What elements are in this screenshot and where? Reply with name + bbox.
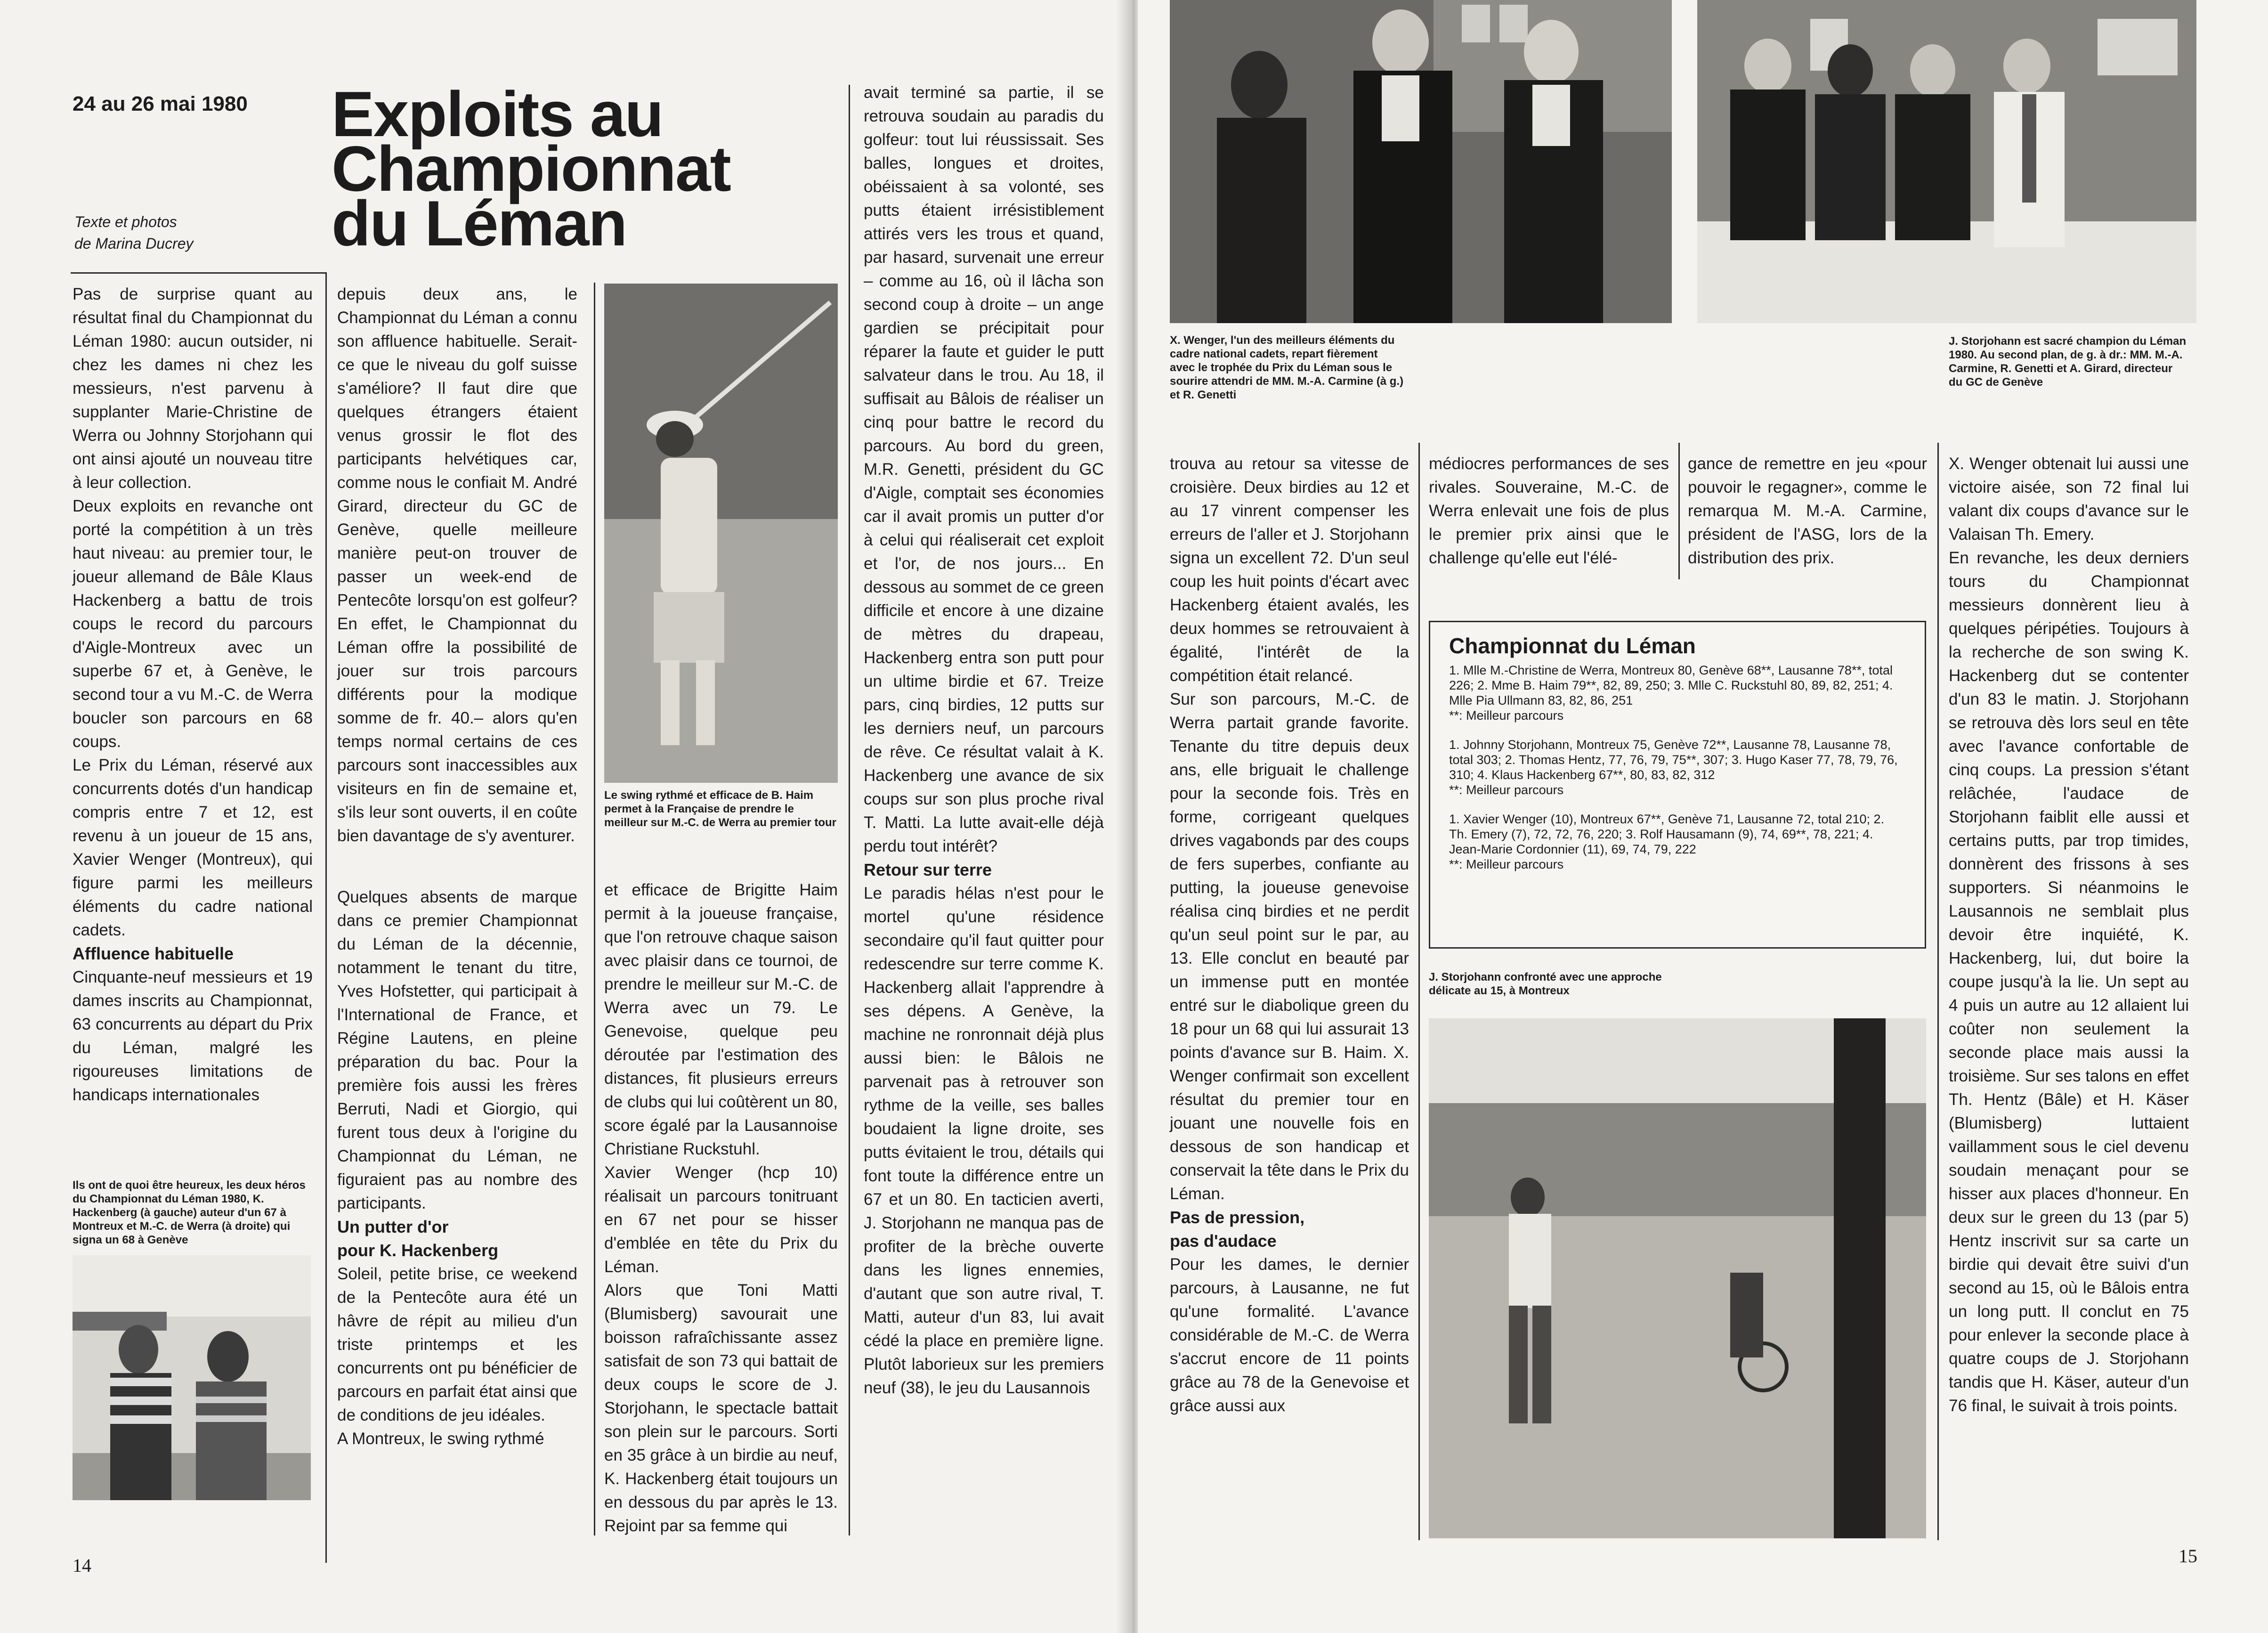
right-column-1: trouva au retour sa vitesse de croisière. Deux birdies au 12 et au 17 vinrent compenser les erreurs de l'aller et J. Storjohann signa un excellent 72. D'un seul coup les huit points d'écart avec Hackenberg étaient avalés, les deux hommes se retrouvaient à égalité, l'intérêt de la compétition était relancé. Sur son parcours, M.-C. de Werra partait grande favorite. Tenante du titre depuis deux ans, elle briguait le challenge pour la seconde fois. Très en forme, corrigeant quelques drives vagabonds par des coups de fers superbes, confiante au putting, la joueuse genevoise réalisa cinq birdies et ne perdit qu'un seul point sur le par, au 13. Elle conclut en beauté par un immense putt en montée entré sur le diabolique green du 18 pour un 68 qui lui assurait 13 points d'avance sur B. Haim. X. Wenger confirmait son excellent résultat du premier tour en jouant une nouvelle fois en dessous de son handicap et conservait la tête dans le Prix du Léman. Pas de pression, pas d'audace Pour les dames, le dernier parcours, à Lausanne, ne fut qu'une formalité. L'avance considérable de M.-C. de Werra s'accrut encore de 11 points grâce au 78 de la Genevoise et grâce aussi aux <box>1170 455 1409 1415</box>
article-date: 24 au 26 mai 1980 <box>73 92 248 115</box>
title-line-2: Championnat <box>332 133 730 204</box>
photo-wenger-trophy <box>1170 0 1672 323</box>
caption-champion: J. Storjohann est sacré champion du Léman 1980. Au second plan, de g. à dr.: MM. M.-A. Carmine, R. Genetti et A. Girard, directeur du GC de Genève <box>1949 335 2187 389</box>
left-column-4: avait terminé sa partie, il se retrouva soudain au paradis du golfeur: tout lui réussissait. Ses balles, longues et droites, obéissaient à sa volonté, ses putts étaient irrésistiblement attirés vers les trous et quand, par hasard, survenait une erreur – comme au 16, où il lâcha son second coup à droite – un ange gardien se précipitait pour réparer la faute et guider le putt salvateur dans le trou. Au 18, il suffisait au Bâlois de réaliser un cinq pour battre le record du parcours. Au bord du green, M.R. Genetti, président du GC d'Aigle, comptait ses économies car il avait promis un putter d'or à celui qui réaliserait cet exploit et l'or, de nos jours... En dessous au sommet de ce green difficile et encore à une dizaine de mètres du drapeau, Hackenberg entra son putt pour un ultime birdie et 67. Treize pars, cinq birdies, 12 putts sur les derniers neuf, un parcours de rêve. Ce résultat valait à K. Hackenberg une avance de six coups sur son plus proche rival T. Matti. La lutte avait-elle déjà perdu tout intérêt? Retour sur terre Le paradis hélas n'est pour le mortel qu'une résidence secondaire qu'il faut quitter pour redescendre sur terre comme K. Hackenberg allait l'apprendre à ses dépens. A Genève, la machine ne ronronnait déjà plus aussi bien: le Bâlois ne parvenait pas à retrouver son rythme de la veille, ses balles boudaient la ligne droite, ses putts évitaient le trou, détails qui font toute la différence entre un 67 et un 80. En tacticien averti, J. Storjohann ne manqua pas de profiter de la brèche ouverte dans les lignes ennemies, d'autant que son autre rival, T. Matti, auteur d'un 83, lui avait cédé la place en première ligne. Plutôt laborieux sur les premiers neuf (38), le jeu du Lausannois <box>864 83 1104 1397</box>
photo-approach <box>1429 1018 1926 1538</box>
results-title: Championnat du Léman <box>1449 634 1696 658</box>
left-column-2-lower: Quelques absents de marque dans ce premier Championnat du Léman de la décennie, notamment le tenant du titre, Yves Hofstetter, qui participait à l'International de France, et Régine Lautens, en pleine préparation du bac. Pour la première fois aussi les frères Berruti, Nadi et Giorgio, qui furent tous deux à l'origine du Championnat du Léman, ne figuraient pas au nombre des participants. Un putter d'or pour K. Hackenberg Soleil, petite brise, ce weekend de la Pentecôte aura été un hâvre de répit au milieu d'un triste printemps et les concurrents ont pu bénéficier de parcours en parfait état ainsi que de conditions de jeu idéales. A Montreux, le swing rythmé <box>337 888 577 1448</box>
page-number-right: 15 <box>2179 1545 2197 1567</box>
left-column-3: et efficace de Brigitte Haim permit à la joueuse française, que l'on retrouve chaque saison avec plaisir dans ce tournoi, de prendre le meilleur sur M.-C. de Werra avec un 79. Le Genevoise, quelque peu déroutée par l'estimation des distances, fit plusieurs erreurs de clubs qui lui coûtèrent un 80, score égalé par la Lausannoise Christiane Ruckstuhl. Xavier Wenger (hcp 10) réalisait un parcours tonitruant en 67 net pour se hisser d'emblée en tête du Prix du Léman. Alors que Toni Matti (Blumisberg) savourait une boisson rafraîchissante assez satisfait de son 73 qui battait de deux coups le score de J. Storjohann, le spectacle battait son plein sur le parcours. Sorti en 35 grâce à un birdie au neuf, K. Hackenberg était toujours un en dessous du par après le 13. Rejoint par sa femme qui <box>604 881 838 1535</box>
caption-approach: J. Storjohann confronté avec une approche délicate au 15, à Montreux <box>1429 971 1662 997</box>
photo-champion <box>1697 0 2196 323</box>
column-rule-3 <box>849 85 850 1536</box>
left-column-2 <box>337 283 577 848</box>
subheading-retour: Retour sur terre <box>864 860 992 879</box>
results-box: Championnat du Léman 1. Mlle M.-Christine de Werra, Montreux 80, Genève 68**, Lausanne 78**, total 226; 2. Mme B. Haim 79**, 82, 89, 250; 3. Mlle C. Ruckstuhl 80, 89, 82, 251; 4. Mlle Pia Ullmann 83, 82, 86, 251 **: Meilleur parcours 1. Johnny Storjohann, Montreux 75, Genève 72**, Lausanne 78, Lausanne 78, total 303; 2. Thomas Hentz, 77, 76, 79, 75**, 307; 3. Hugo Kaser 77, 78, 79, 76, 310; 4. Klaus Hackenberg 67**, 80, 83, 82, 312 **: Meilleur parcours 1. Xavier Wenger (10), Montreux 67**, Genève 71, Lausanne 72, total 210; 2. Th. Emery (7), 72, 72, 76, 220; 3. Rolf Hausamann (9), 74, 69**, 78, 221; 4. Jean-Marie Cordonnier (11), 69, 74, 79, 222 **: Meilleur parcours <box>1429 621 1926 949</box>
column-rule-2 <box>594 283 595 1536</box>
right-column-4: X. Wenger obtenait lui aussi une victoire aisée, son 72 final lui valant dix coups d'avance sur le Valaisan Th. Emery. En revanche, les deux derniers tours du Championnat messieurs donnèrent lieu à quelques péripéties. Toujours à la recherche de son swing K. Hackenberg dut se contenter d'un 83 le matin. J. Storjohann se retrouva dès lors seul en tête avec l'avance confortable de cinq coups. La pression s'étant relâchée, l'audace de Storjohann faiblit elle aussi et certains putts, par trop timides, donnèrent des frissons à ses supporters. Si néanmoins le Lausannois ne semblait plus devoir être inquiété, K. Hackenberg, lui, dut boire la coupe jusqu'à la lie. Un sept au 4 puis un autre au 12 allaient lui coûter non seulement la seconde place mais aussi la troisième. Sur ses talons en effet Th. Hentz (Bâle) et H. Käser (Blumisberg) luttaient vaillamment sous le ciel devenu soudain menaçant pour se hisser aux places d'honneur. En deux sur le green du 13 (par 5) Hentz inscrivit sur sa carte un birdie qui devait être suivi d'un second au 15, où le Bâlois entra un long putt. Il conclut en 75 pour enlever la seconde place à quatre coups de J. Storjohann tandis que H. Käser, auteur d'un 76 final, le suivait à trois points. <box>1949 455 2189 1415</box>
column-rule <box>325 272 327 1563</box>
right-column-3-top: gance de remettre en jeu «pour pouvoir le regagner», comme le remarqua M. M.-A. Carmine, président de l'ASG, lors de la distribution des prix. <box>1688 455 1927 567</box>
column-rule-top <box>71 272 326 274</box>
left-page <box>0 0 1130 1633</box>
caption-swing: Le swing rythmé et efficace de B. Haim permet à la Française de prendre le meilleur sur M.-C. de Werra au premier tour <box>604 789 837 829</box>
right-column-rule-2 <box>1678 443 1680 579</box>
caption-couple: Ils ont de quoi être heureux, les deux héros du Championnat du Léman 1980, K. Hackenberg (à gauche) auteur d'un 67 à Montreux et M.-C. de Werra (à droite) qui signa un 68 à Genève <box>73 1179 306 1246</box>
article-title <box>332 78 730 259</box>
page-number-left: 14 <box>73 1555 91 1576</box>
title-line-3: du Léman <box>332 187 627 259</box>
results-messieurs: 1. Johnny Storjohann, Montreux 75, Genève 72**, Lausanne 78, Lausanne 78, total 303; 2. Thomas Hentz, 77, 76, 79, 75**, 307; 3. Hugo Kaser 77, 78, 79, 76, 310; 4. Klaus Hackenberg 67**, 80, 83, 82, 312 <box>1449 738 1898 782</box>
right-column-2-top: médiocres performances de ses rivales. Souveraine, M.-C. de Werra enlevait une fois de plus le premier prix ainsi que le challenge qu'elle eut l'élé- <box>1429 455 1669 567</box>
results-dames: 1. Mlle M.-Christine de Werra, Montreux 80, Genève 68**, Lausanne 78**, total 226; 2. Mme B. Haim 79**, 82, 89, 250; 3. Mlle C. Ruckstuhl 80, 89, 82, 251; 4. Mlle Pia Ullmann 83, 82, 86, 251 <box>1449 663 1893 707</box>
col2-text: depuis deux ans, le Championnat du Léman a connu son affluence habituelle. Serait-ce que le niveau du golf suisse s'améliore? Il faut dire que quelques étrangers étaient venus grossir le flot des participants helvétiques car, comme nous le confiait M. André Girard, directeur du GC de Genève, quelle meilleure manière peut-on trouver de passer un week-end de Pentecôte lorsqu'on est golfeur? En effet, le Championnat du Léman offre la possibilité de jouer sur trois parcours différents pour la modique somme de fr. 40.– alors qu'en temps normal certains de ces parcours sont inaccessibles aux visiteurs en fin de semaine et, s'ils leur sont ouverts, il en coûte bien davantage de s'y aventurer. <box>337 285 577 845</box>
subheading-pression: Pas de pression, <box>1170 1208 1305 1227</box>
caption-wenger: X. Wenger, l'un des meilleurs éléments du cadre national cadets, repart fièrement avec le trophée du Prix du Léman sous le sourire attendri de MM. M.-A. Carmine (à g.) et R. Genetti <box>1170 334 1404 401</box>
right-column-rule-3 <box>1937 443 1939 1540</box>
photo-couple <box>73 1255 311 1500</box>
results-prix: 1. Xavier Wenger (10), Montreux 67**, Genève 71, Lausanne 72, total 210; 2. Th. Emery (7), 72, 72, 76, 220; 3. Rolf Hausamann (9), 74, 69**, 78, 221; 4. Jean-Marie Cordonnier (11), 69, 74, 79, 222 <box>1449 812 1885 856</box>
title-line-1: Exploits au <box>332 78 663 150</box>
subheading-affluence: Affluence habituelle <box>73 944 234 963</box>
author-credit: Texte et photos de Marina Ducrey <box>74 213 194 252</box>
photo-swing <box>604 284 838 783</box>
right-column-rule-1 <box>1418 443 1420 1540</box>
left-column-1: Pas de surprise quant au résultat final du Championnat du Léman 1980: aucun outsider, ni chez les dames ni chez les messieurs, n'est parvenu à supplanter Marie-Christine de Werra ou Johnny Storjohann qui ont ainsi ajouté un nouveau titre à leur collection. Deux exploits en revanche ont porté la compétition à un très haut niveau: au premier tour, le joueur allemand de Bâle Klaus Hackenberg a battu de trois coups le record du parcours d'Aigle-Montreux avec un superbe 67 et, à Genève, le second tour a vu M.-C. de Werra boucler son parcours en 68 coups. Le Prix du Léman, réservé aux concurrents dotés d'un handicap compris entre 7 et 12, est revenu à un joueur de 15 ans, Xavier Wenger (Montreux), qui figure parmi les meilleurs éléments du cadre national cadets. Affluence habituelle Cinquante-neuf messieurs et 19 dames inscrits au Championnat, 63 concurrents au départ du Prix du Léman, malgré les rigoureuses limitations de handicaps internationales <box>73 285 313 1104</box>
subheading-putter: Un putter d'or <box>337 1217 449 1236</box>
right-page <box>1138 0 2268 1633</box>
